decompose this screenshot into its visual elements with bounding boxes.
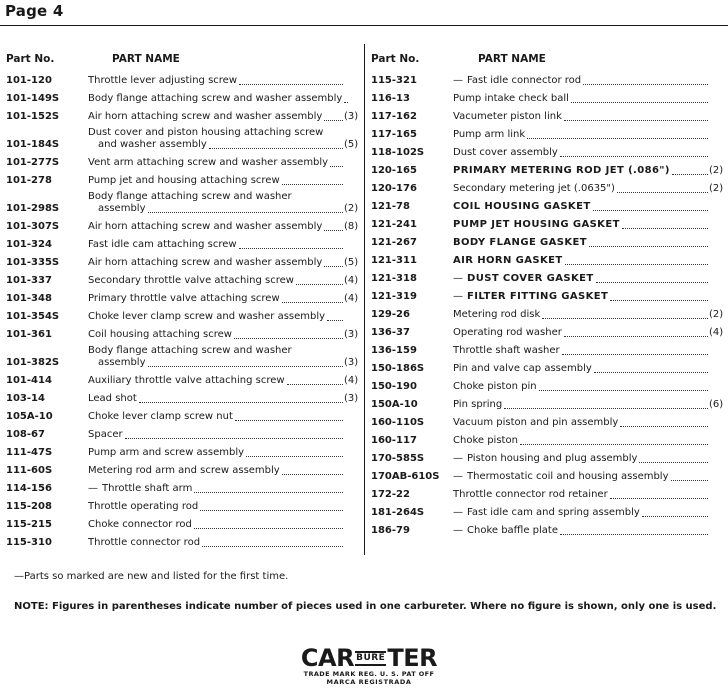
logo-wordmark: [299, 646, 439, 670]
part-description: Air horn attaching screw and washer assembly: [88, 221, 323, 232]
dot-leader: [564, 120, 708, 121]
part-quantity: (8): [344, 221, 359, 232]
part-row: [6, 69, 358, 87]
part-number: 181-264S: [371, 507, 425, 518]
part-row: [371, 339, 723, 357]
dot-leader: [194, 528, 343, 529]
dot-leader: [139, 402, 343, 403]
part-quantity: (4): [344, 275, 359, 286]
dot-leader: [287, 384, 343, 385]
part-number: 101-149S: [6, 93, 60, 104]
part-quantity: (2): [709, 309, 724, 320]
part-description: Piston housing and plug assembly: [467, 453, 638, 464]
part-number: 115-208: [6, 501, 52, 512]
part-number: 118-102S: [371, 147, 425, 158]
part-description: Throttle connector rod retainer: [453, 489, 608, 500]
part-row: [371, 519, 723, 537]
part-description: Primary throttle valve attaching screw: [88, 293, 280, 304]
part-row: [6, 495, 358, 513]
dot-leader: [622, 228, 708, 229]
part-number: 101-324: [6, 239, 52, 250]
part-description: Fast idle cam attaching screw: [88, 239, 237, 250]
part-description: PRIMARY METERING ROD JET (.086"): [453, 165, 670, 176]
dot-leader: [596, 282, 708, 283]
dot-leader: [344, 102, 348, 103]
part-number: 101-335S: [6, 257, 60, 268]
part-description-cont: assembly: [98, 357, 146, 368]
part-number: 101-354S: [6, 311, 60, 322]
part-description: Fast idle connector rod: [467, 75, 582, 86]
part-row: [6, 151, 358, 169]
part-description: Secondary metering jet (.0635"): [453, 183, 615, 194]
part-number: 101-361: [6, 329, 52, 340]
part-row: [6, 287, 358, 305]
part-description: Vacumeter piston link: [453, 111, 562, 122]
part-number: 101-298S: [6, 203, 60, 214]
dot-leader: [571, 102, 708, 103]
dot-leader: [324, 120, 343, 121]
dot-leader: [593, 210, 708, 211]
dot-leader: [671, 480, 708, 481]
part-description: FILTER FITTING GASKET: [467, 291, 609, 302]
part-number: 129-26: [371, 309, 410, 320]
part-quantity: (2): [344, 203, 359, 214]
new-part-mark: —: [88, 483, 98, 494]
new-part-mark: —: [453, 471, 463, 482]
part-row: [371, 465, 723, 483]
part-row: [371, 69, 723, 87]
part-number: 101-337: [6, 275, 52, 286]
new-part-mark: —: [453, 273, 463, 284]
logo-middle: BURE: [355, 651, 386, 666]
new-part-mark: —: [453, 453, 463, 464]
part-description: Choke piston: [453, 435, 518, 446]
dot-leader: [610, 498, 708, 499]
part-number: 115-310: [6, 537, 52, 548]
right-parts-list: [371, 69, 723, 537]
part-row: [371, 321, 723, 339]
part-description: Auxiliary throttle valve attaching screw: [88, 375, 285, 386]
part-number: 120-165: [371, 165, 417, 176]
part-description: Body flange attaching screw and washer: [88, 191, 292, 202]
part-quantity: (5): [344, 139, 359, 150]
part-description: Pin and valve cap assembly: [453, 363, 592, 374]
part-number: 150-190: [371, 381, 417, 392]
part-no-header: Part No.: [371, 53, 420, 65]
part-number: 101-278: [6, 175, 52, 186]
part-row: [371, 429, 723, 447]
part-number: 170AB-610S: [371, 471, 440, 482]
part-row: [6, 169, 358, 187]
part-quantity: (5): [344, 257, 359, 268]
part-number: 111-47S: [6, 447, 53, 458]
dot-leader: [504, 408, 708, 409]
dot-leader: [202, 546, 343, 547]
dot-leader: [583, 84, 708, 85]
part-number: 121-311: [371, 255, 417, 266]
part-row: [371, 177, 723, 195]
part-row: [371, 105, 723, 123]
part-description: Choke lever clamp screw and washer assembly: [88, 311, 326, 322]
part-number: 172-22: [371, 489, 410, 500]
part-row: [6, 105, 358, 123]
part-row: [6, 387, 358, 405]
part-row: [371, 375, 723, 393]
part-quantity: (6): [709, 399, 724, 410]
dot-leader: [282, 184, 343, 185]
part-row: [371, 483, 723, 501]
dot-leader: [617, 192, 708, 193]
dot-leader: [246, 456, 343, 457]
part-description: Vent arm attaching screw and washer assembly: [88, 157, 329, 168]
part-description: Throttle operating rod: [88, 501, 199, 512]
part-number: 111-60S: [6, 465, 53, 476]
part-row: [6, 531, 358, 549]
part-row: [371, 357, 723, 375]
part-number: 160-110S: [371, 417, 425, 428]
footnote: —Parts so marked are new and listed for the first time.: [14, 571, 289, 582]
part-number: 101-184S: [6, 139, 60, 150]
part-number: 101-382S: [6, 357, 60, 368]
part-row: [371, 267, 723, 285]
part-description: Choke piston pin: [453, 381, 537, 392]
part-number: 121-241: [371, 219, 417, 230]
part-row: [6, 233, 358, 251]
part-quantity: (4): [709, 327, 724, 338]
part-row: [371, 285, 723, 303]
part-description: Coil housing attaching screw: [88, 329, 232, 340]
part-number: 121-78: [371, 201, 410, 212]
part-number: 186-79: [371, 525, 410, 536]
part-number: 101-348: [6, 293, 52, 304]
part-quantity: (4): [344, 375, 359, 386]
part-row: [6, 87, 358, 105]
part-description: Body flange attaching screw and washer assembly: [88, 93, 343, 104]
dot-leader: [610, 300, 708, 301]
part-quantity: (3): [344, 111, 359, 122]
note: NOTE: Figures in parentheses indicate number of pieces used in one carbureter. Where no figure is shown, only one is used.: [14, 601, 717, 612]
dot-leader: [564, 336, 708, 337]
part-row: [6, 251, 358, 269]
dot-leader: [520, 444, 708, 445]
logo-right: TER: [387, 644, 438, 672]
part-row: [6, 369, 358, 387]
part-number: 117-162: [371, 111, 417, 122]
column-divider: [364, 44, 365, 555]
dot-leader: [562, 354, 708, 355]
part-description: Pin spring: [453, 399, 503, 410]
part-row: [6, 187, 358, 215]
part-row: [371, 501, 723, 519]
new-part-mark: —: [453, 507, 463, 518]
dot-leader: [560, 534, 708, 535]
part-row: [6, 477, 358, 495]
right-header: [371, 48, 723, 65]
part-description: Fast idle cam and spring assembly: [467, 507, 640, 518]
part-row: [371, 249, 723, 267]
part-row: [371, 393, 723, 411]
dot-leader: [200, 510, 343, 511]
dot-leader: [639, 462, 708, 463]
part-description: Throttle connector rod: [88, 537, 201, 548]
part-row: [371, 447, 723, 465]
dot-leader: [539, 390, 708, 391]
part-row: [6, 305, 358, 323]
new-part-mark: —: [453, 525, 463, 536]
part-description: Metering rod arm and screw assembly: [88, 465, 280, 476]
part-number: 170-585S: [371, 453, 425, 464]
part-row: [371, 87, 723, 105]
part-row: [371, 159, 723, 177]
part-row: [371, 123, 723, 141]
logo-left: CAR: [300, 644, 355, 672]
part-name-header: PART NAME: [112, 53, 180, 65]
part-row: [371, 213, 723, 231]
part-description: DUST COVER GASKET: [467, 273, 594, 284]
part-quantity: (2): [709, 165, 724, 176]
part-quantity: (3): [344, 393, 359, 404]
left-parts-list: [6, 69, 358, 549]
dot-leader: [672, 174, 708, 175]
part-row: [6, 269, 358, 287]
part-no-header: Part No.: [6, 53, 55, 65]
part-row: [371, 195, 723, 213]
part-description: Pump arm and screw assembly: [88, 447, 245, 458]
part-description: Air horn attaching screw and washer assembly: [88, 111, 323, 122]
dot-leader: [527, 138, 708, 139]
dot-leader: [194, 492, 343, 493]
part-quantity: (3): [344, 329, 359, 340]
part-number: 115-215: [6, 519, 52, 530]
dot-leader: [589, 246, 708, 247]
part-description: Dust cover and piston housing attaching screw: [88, 127, 324, 138]
part-number: 117-165: [371, 129, 417, 140]
part-number: 121-318: [371, 273, 417, 284]
dot-leader: [148, 212, 344, 213]
part-quantity: (4): [344, 293, 359, 304]
part-number: 101-414: [6, 375, 52, 386]
part-description: Dust cover assembly: [453, 147, 558, 158]
dot-leader: [239, 84, 343, 85]
part-description: PUMP JET HOUSING GASKET: [453, 219, 620, 230]
part-number: 121-319: [371, 291, 417, 302]
dot-leader: [209, 148, 343, 149]
dot-leader: [620, 426, 708, 427]
part-row: [6, 405, 358, 423]
part-name-header: PART NAME: [478, 53, 546, 65]
dot-leader: [148, 366, 344, 367]
dot-leader: [235, 420, 343, 421]
part-description: Lead shot: [88, 393, 137, 404]
dot-leader: [324, 266, 343, 267]
part-number: 101-277S: [6, 157, 60, 168]
part-description: COIL HOUSING GASKET: [453, 201, 591, 212]
dot-leader: [565, 264, 708, 265]
page-title: Page 4: [5, 2, 64, 20]
dot-leader: [594, 372, 708, 373]
part-number: 115-321: [371, 75, 417, 86]
part-description: Pump intake check ball: [453, 93, 569, 104]
part-row: [6, 341, 358, 369]
part-number: 136-37: [371, 327, 410, 338]
part-description-cont: and washer assembly: [98, 139, 207, 150]
dot-leader: [239, 248, 343, 249]
part-row: [371, 231, 723, 249]
part-description: Spacer: [88, 429, 123, 440]
part-description: Secondary throttle valve attaching screw: [88, 275, 294, 286]
dot-leader: [324, 230, 343, 231]
part-number: 150-186S: [371, 363, 425, 374]
part-number: 105A-10: [6, 411, 53, 422]
part-number: 101-307S: [6, 221, 60, 232]
part-description: Choke lever clamp screw nut: [88, 411, 233, 422]
part-row: [6, 323, 358, 341]
part-row: [6, 423, 358, 441]
carbureter-logo: [299, 646, 439, 694]
part-row: [6, 215, 358, 233]
part-description: Body flange attaching screw and washer: [88, 345, 292, 356]
dot-leader: [330, 166, 343, 167]
part-row: [371, 303, 723, 321]
part-description: BODY FLANGE GASKET: [453, 237, 588, 248]
part-description: Operating rod washer: [453, 327, 562, 338]
part-number: 150A-10: [371, 399, 418, 410]
part-number: 136-159: [371, 345, 417, 356]
part-number: 114-156: [6, 483, 52, 494]
new-part-mark: —: [453, 291, 463, 302]
part-description: Vacuum piston and pin assembly: [453, 417, 619, 428]
part-description: Pump jet and housing attaching screw: [88, 175, 280, 186]
part-description: Choke connector rod: [88, 519, 192, 530]
part-row: [6, 459, 358, 477]
left-header: [6, 48, 358, 65]
dot-leader: [296, 284, 343, 285]
part-number: 120-176: [371, 183, 417, 194]
logo-trademark: TRADE MARK REG. U. S. PAT OFF: [303, 670, 435, 678]
part-number: 101-120: [6, 75, 52, 86]
dot-leader: [282, 302, 343, 303]
part-description: Throttle shaft washer: [453, 345, 560, 356]
part-quantity: (2): [709, 183, 724, 194]
part-description: Throttle lever adjusting screw: [88, 75, 237, 86]
part-description: Metering rod disk: [453, 309, 541, 320]
new-part-mark: —: [453, 75, 463, 86]
part-row: [371, 141, 723, 159]
part-number: 101-152S: [6, 111, 60, 122]
dot-leader: [234, 338, 343, 339]
part-description-cont: assembly: [98, 203, 146, 214]
dot-leader: [327, 320, 343, 321]
part-description: Air horn attaching screw and washer assembly: [88, 257, 323, 268]
dot-leader: [560, 156, 708, 157]
right-column: [371, 48, 723, 558]
part-number: 160-117: [371, 435, 417, 446]
part-row: [6, 513, 358, 531]
part-row: [371, 411, 723, 429]
top-rule: [0, 25, 728, 26]
part-quantity: (3): [344, 357, 359, 368]
dot-leader: [282, 474, 343, 475]
dot-leader: [642, 516, 708, 517]
dot-leader: [125, 438, 343, 439]
part-description: Pump arm link: [453, 129, 526, 140]
part-number: 103-14: [6, 393, 45, 404]
part-description: Thermostatic coil and housing assembly: [467, 471, 669, 482]
left-column: [6, 48, 358, 558]
logo-registrada: MARCA REGISTRADA: [326, 678, 412, 686]
part-row: [6, 123, 358, 151]
part-description: Choke baffle plate: [467, 525, 559, 536]
part-number: 116-13: [371, 93, 410, 104]
part-row: [6, 441, 358, 459]
dot-leader: [542, 318, 708, 319]
part-number: 108-67: [6, 429, 45, 440]
part-description: Throttle shaft arm: [102, 483, 193, 494]
part-number: 121-267: [371, 237, 417, 248]
part-description: AIR HORN GASKET: [453, 255, 563, 266]
